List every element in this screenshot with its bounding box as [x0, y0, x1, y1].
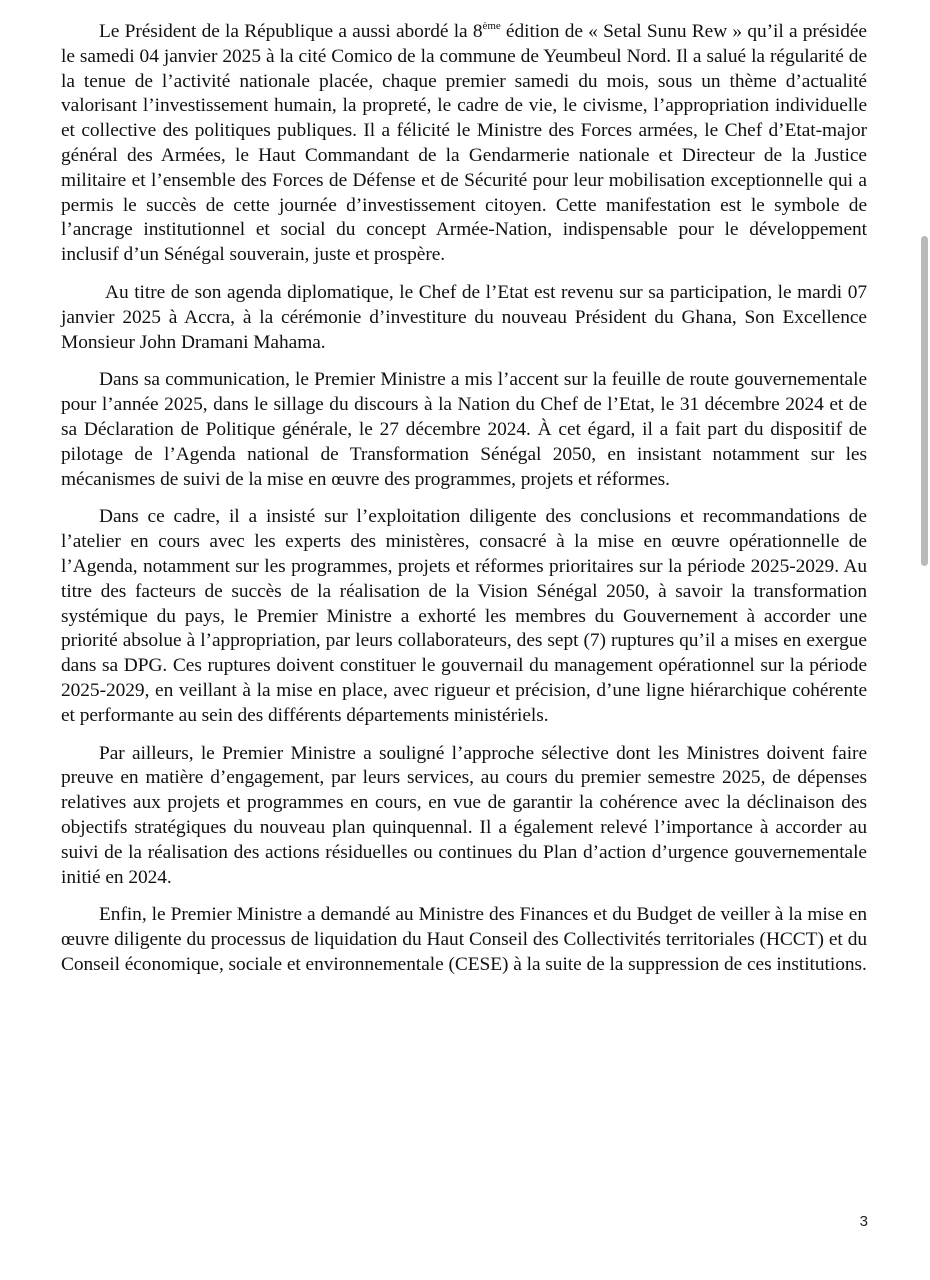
page-number: 3 [859, 1213, 868, 1230]
paragraph-prime-minister-roadmap: Dans sa communication, le Premier Ministre a mis l’accent sur la feuille de route gouvernementale pour l’année 2025, dans le sillage du discours à la Nation du Chef de l’Etat, le 31 décembre 2024 et de sa Déclaration de Politique générale, le 27 décembre 2024. À cet égard, il a fait part du dispositif de pilotage de l’Agenda national de Transformation Sénégal 2050, en insistant notamment sur les mécanismes de suivi de la mise en œuvre des programmes, projets et réformes. [61, 369, 867, 490]
paragraph-setal-sunu-rew [61, 20, 867, 268]
document-body [61, 20, 867, 991]
paragraph-selective-approach: Par ailleurs, le Premier Ministre a souligné l’approche sélective dont les Ministres doivent faire preuve en matière d’engagement, par leurs services, au cours du premier semestre 2025, de dépenses relatives aux projets et programmes en cours, en vue de garantir la cohérence avec la déclinaison des objectifs stratégiques du nouveau plan quinquennal. Il a également relevé l’importance à accorder au suivi de la réalisation des actions résiduelles ou continues du Plan d’action d’urgence gouvernementale initié en 2024. [61, 742, 867, 888]
paragraph-diplomatic-agenda: Au titre de son agenda diplomatique, le Chef de l’Etat est revenu sur sa participation, le mardi 07 janvier 2025 à Accra, à la cérémonie d’investiture du nouveau Président du Ghana, Son Excellence Monsieur John Dramani Mahama. [61, 281, 867, 353]
paragraph-1-start: Le Président de la République a aussi abordé la 8 [99, 21, 483, 42]
paragraph-1-rest: édition de « Setal Sunu Rew » qu’il a présidée le samedi 04 janvier 2025 à la cité Comico de la commune de Yeumbeul Nord. Il a salué la régularité de la tenue de l’activité nationale placée, chaque premier samedi du mois, sous un thème d’actualité valorisant l’investissement humain, la propreté, le cadre de vie, le civisme, l’appropriation individuelle et collective des politiques publiques. Il a félicité le Ministre des Forces armées, le Chef d’Etat-major général des Armées, le Haut Commandant de la Gendarmerie nationale et Directeur de la Justice militaire et l’ensemble des Forces de Défense et de Sécurité pour leur mobilisation exceptionnelle qui a permis le succès de cette journée d’investissement citoyen. Cette manifestation est le symbole de l’ancrage institutionnel et social du concept Armée-Nation, indispensable pour le développement inclusif d’un Sénégal souverain, juste et prospère. [61, 21, 867, 266]
vertical-scrollbar-thumb[interactable] [921, 236, 928, 566]
paragraph-hcct-cese-liquidation: Enfin, le Premier Ministre a demandé au Ministre des Finances et du Budget de veiller à la mise en œuvre diligente du processus de liquidation du Haut Conseil des Collectivités territoriales (HCCT) et du Conseil économique, sociale et environnementale (CESE) à la suite de la suppression de ces institutions. [61, 904, 867, 975]
paragraph-workshop-conclusions: Dans ce cadre, il a insisté sur l’exploitation diligente des conclusions et recommandations de l’atelier en cours avec les experts des ministères, consacré à la mise en œuvre opérationnelle de l’Agenda, notamment sur les programmes, projets et réformes prioritaires sur la période 2025-2029. Au titre des facteurs de succès de la réalisation de la Vision Sénégal 2050, à savoir la transformation systémique du pays, le Premier Ministre a exhorté les membres du Gouvernement à accorder une priorité absolue à l’appropriation, par leurs collaborateurs, des sept (7) ruptures qu’il a mises en exergue dans sa DPG. Ces ruptures doivent constituer le gouvernail du management opérationnel sur la période 2025-2029, en veillant à la mise en place, avec rigueur et précision, d’une ligne hiérarchique cohérente et performante au sein des différents départements ministériels. [61, 506, 867, 726]
ordinal-superscript: ème [482, 19, 501, 32]
